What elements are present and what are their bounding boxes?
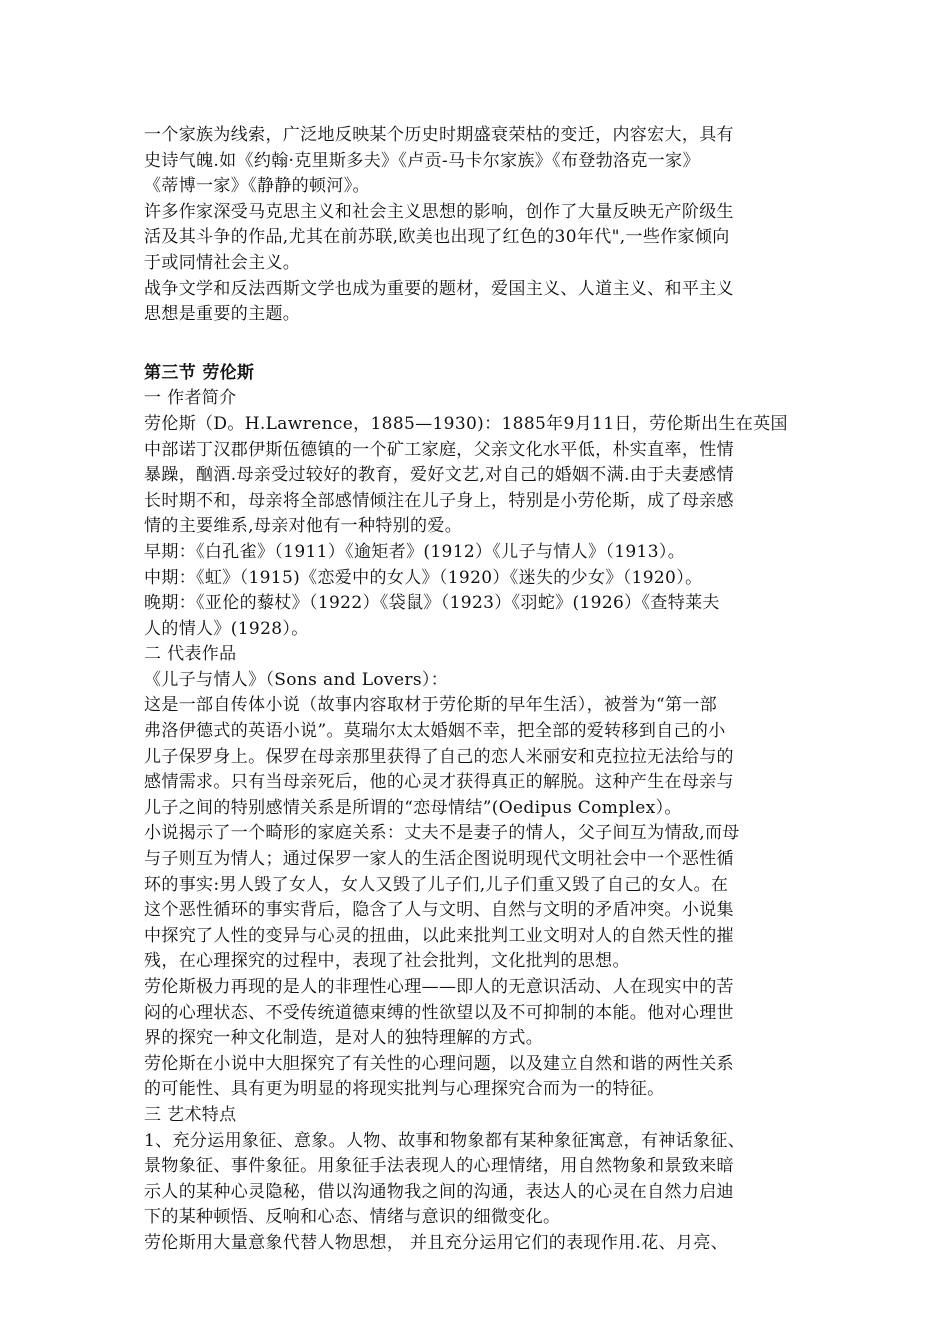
subheading-artistic-features: 三 艺术特点 bbox=[144, 1104, 237, 1125]
paragraph-irrational-psychology: 劳伦斯极力再现的是人的非理性心理——即人的无意识活动、人在现实中的苦 闷的心理状态、不受传统道德束缚的性欲望以及不可抑制的本能。他对心理世 界的探究一种文化制造，是对人的独特理解的方式。 bbox=[144, 977, 734, 1049]
intro-paragraph-war-literature: 战争文学和反法西斯文学也成为重要的题材，爱国主义、人道主义、和平主义 思想是重要的主题。 bbox=[144, 278, 734, 325]
paragraph-imagery: 劳伦斯用大量意象代替人物思想， 并且充分运用它们的表现作用.花、月亮、 bbox=[144, 1232, 729, 1253]
paragraph-novel-summary: 这是一部自传体小说（故事内容取材于劳伦斯的早年生活），被誉为“第一部 弗洛伊德式的英语小说”。莫瑞尔太太婚姻不幸，把全部的爱转移到自己的小 儿子保罗身上。保罗在母亲那里获得了自己的恋人米丽安和克拉拉无法给与的 感情需求。只有当母亲死后，他的心灵才获得真正的解脱。这种产生在母亲与 儿子之间的特别感情关系是所谓的“恋母情结”(Oedipus Complex）。 bbox=[144, 695, 734, 818]
paragraph-late-works: 晚期：《亚伦的藜杖》（1922）《袋鼠》（1923）《羽蛇》(1926）《查特莱夫 人的情人》(1928）。 bbox=[144, 593, 720, 639]
section-title: 第三节 劳伦斯 bbox=[144, 362, 255, 383]
paragraph-symbolism: 1、充分运用象征、意象。人物、故事和物象都有某种象征寓意，有神话象征、 景物象征、事件象征。用象征手法表现人的心理情绪，用自然物象和景致来暗 示人的某种心灵隐秘，借以沟通物我之间的沟通，表达人的心灵在自然力启迪 下的某种顿悟、反响和心态、情绪与意识的细微变化。 bbox=[144, 1130, 746, 1228]
paragraph-biography: 劳伦斯（D。H.Lawrence，1885—1930)：1885年9月11日，劳伦斯出生在英国 中部诺丁汉郡伊斯伍德镇的一个矿工家庭，父亲文化水平低，朴实直率，性情 暴躁，酗酒.母亲受过较好的教育，爱好文艺,对自己的婚姻不满.由于夫妻感情 长时期不和，母亲将全部感情倾注在儿子身上，特别是小劳伦斯，成了母亲感 情的主要维系,母亲对他有一种特别的爱。 bbox=[144, 413, 788, 537]
paragraph-middle-works: 中期：《虹》（1915)《恋爱中的女人》（1920）《迷失的少女》（1920）。 bbox=[144, 567, 703, 588]
intro-paragraph-family-novels: 一个家族为线索，广泛地反映某个历史时期盛衰荣枯的变迁，内容宏大，具有 史诗气魄.如《约翰·克里斯多夫》《卢贡-马卡尔家族》《布登勃洛克一家》 《蒂博一家》《静静的顿河》。 bbox=[144, 125, 734, 197]
subheading-author-intro: 一 作者简介 bbox=[144, 388, 237, 409]
intro-paragraph-socialism: 许多作家深受马克思主义和社会主义思想的影响，创作了大量反映无产阶级生 活及其斗争的作品,尤其在前苏联,欧美也出现了红色的30年代",一些作家倾向 于或同情社会主义。 bbox=[144, 201, 734, 273]
work-title-sons-and-lovers: 《儿子与情人》（Sons and Lovers）： bbox=[144, 669, 449, 690]
paragraph-sexual-psychology: 劳伦斯在小说中大胆探究了有关性的心理问题，以及建立自然和谐的两性关系 的可能性、具有更为明显的将现实批判与心理探究合而为一的特征。 bbox=[144, 1053, 734, 1100]
paragraph-early-works: 早期：《白孔雀》（1911）《逾矩者》(1912）《儿子与情人》（1913）。 bbox=[144, 541, 686, 562]
section-spacer bbox=[144, 328, 808, 361]
document-page bbox=[144, 123, 808, 1257]
subheading-representative-works: 二 代表作品 bbox=[144, 644, 237, 665]
paragraph-family-relations: 小说揭示了一个畸形的家庭关系：丈夫不是妻子的情人，父子间互为情敌,而母 与子则互为情人；通过保罗一家人的生活企图说明现代文明社会中一个恶性循 环的事实:男人毁了女人，女人又毁了儿子们,儿子们重又毁了自己的女人。在 这个恶性循环的事实背后，隐含了人与文明、自然与文明的矛盾冲突。小说集 中探究了人性的变异与心灵的扭曲，以此来批判工业文明对人的自然天性的摧 残，在心理探究的过程中，表现了社会批判，文化批判的思想。 bbox=[144, 823, 740, 972]
